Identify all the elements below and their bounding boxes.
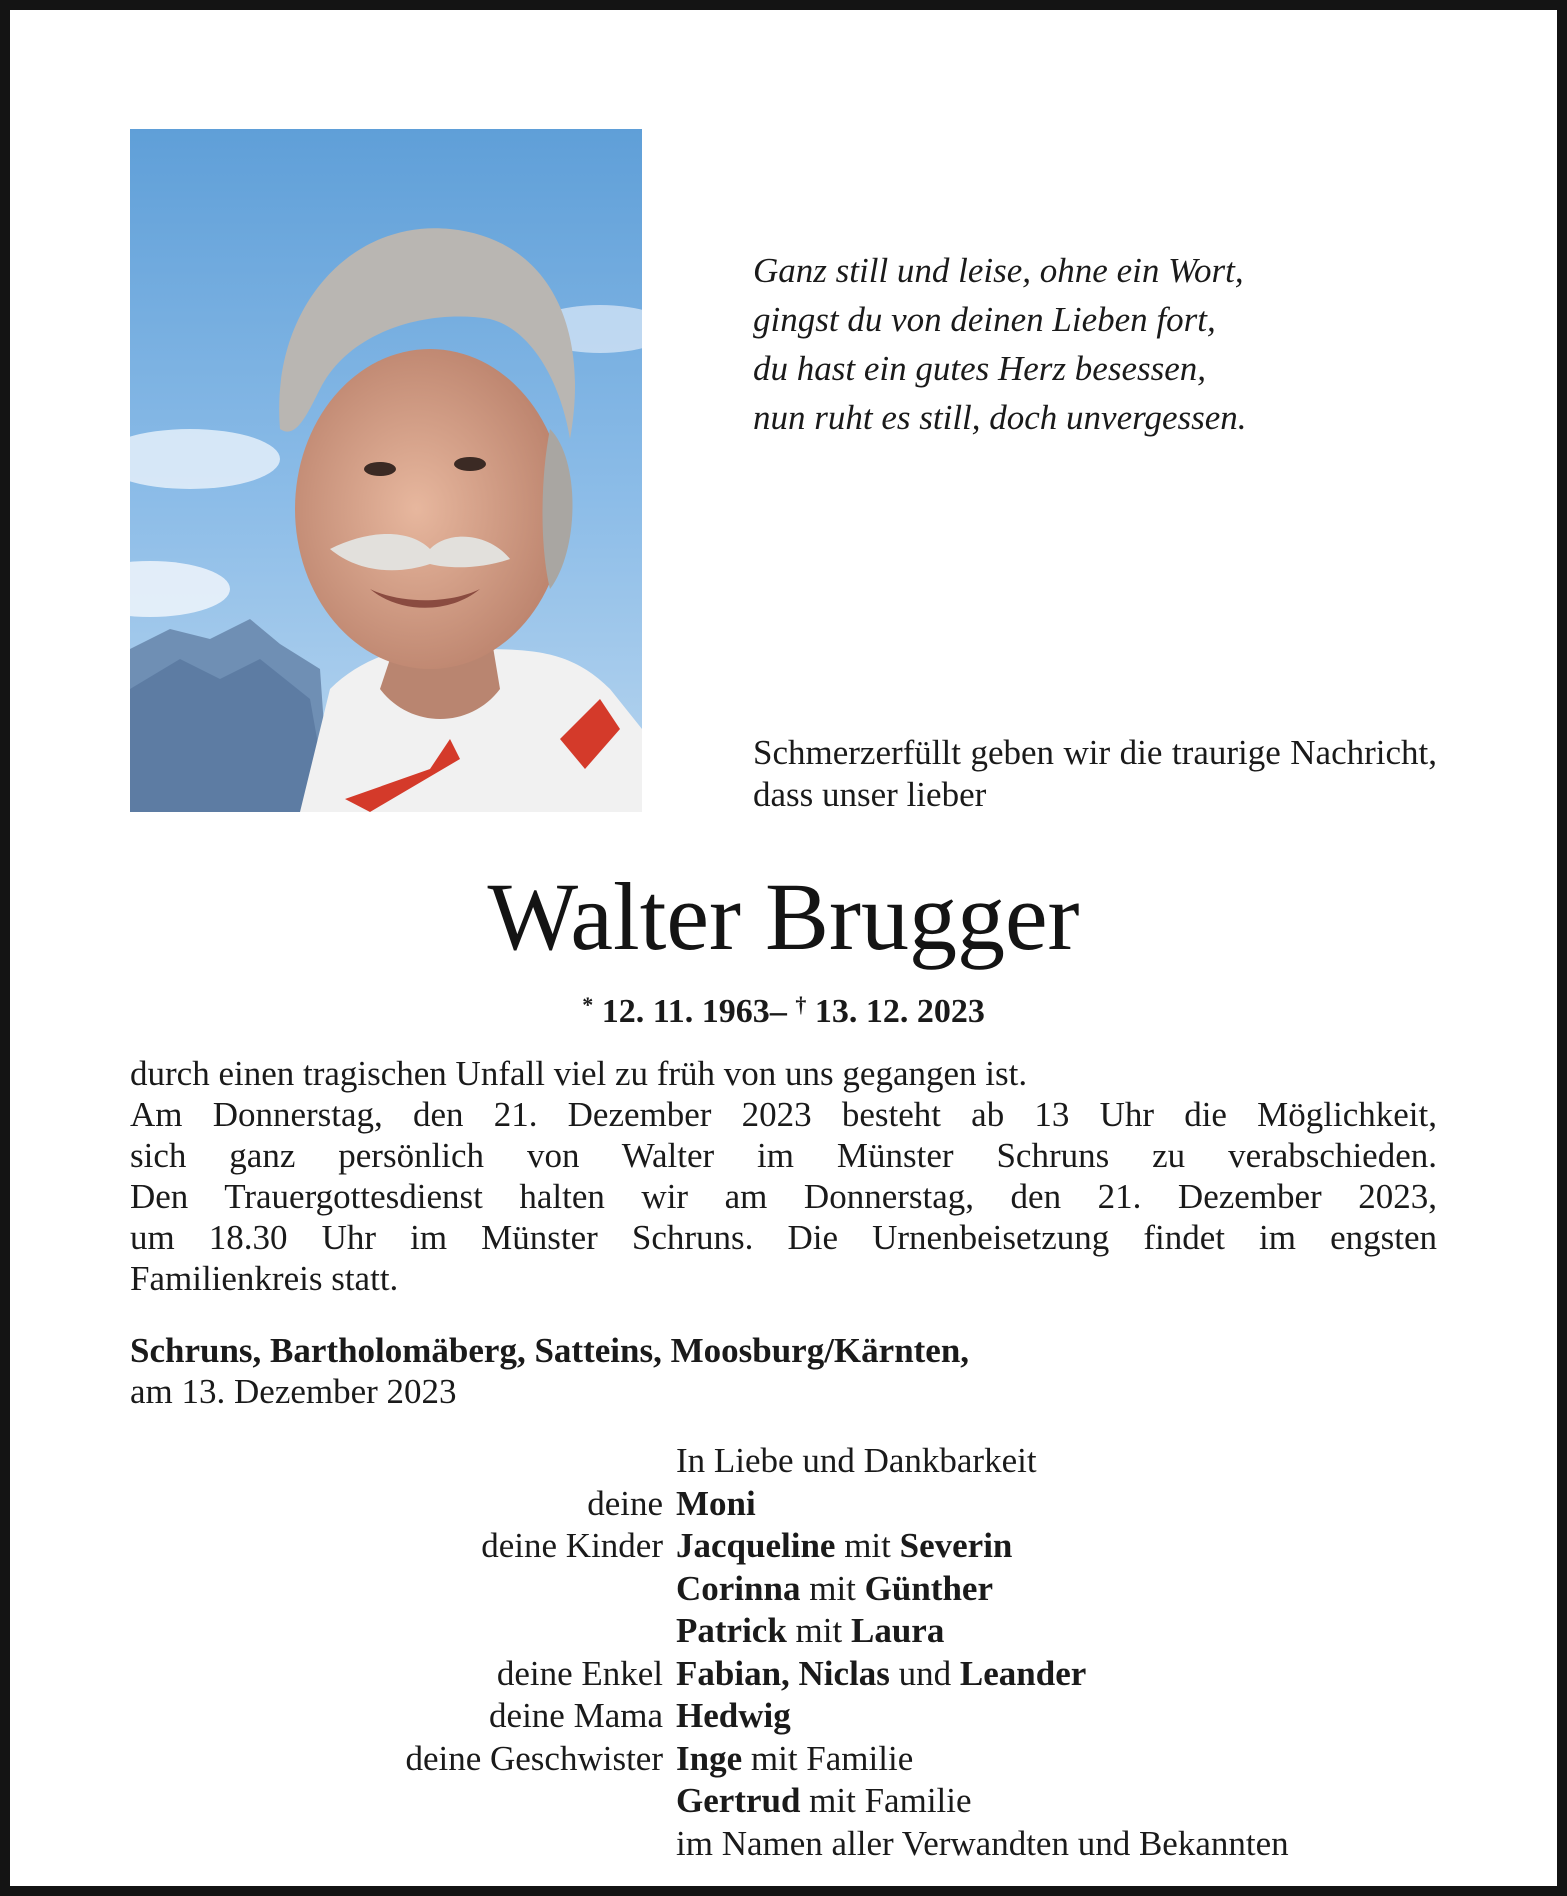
relative-name: Gertrud [676,1781,801,1820]
relative-name: Hedwig [676,1696,791,1735]
poem-line: nun ruht es still, doch unvergessen. [753,398,1247,437]
relative-name: Günther [864,1568,994,1608]
signoff-row [0,1780,1567,1823]
signoff-row [0,1653,1567,1696]
relative-names [676,1695,791,1738]
relative-name: Severin [899,1526,1013,1565]
closing-line: im Namen aller Verwandten und Bekannten [676,1823,1289,1863]
signoff-row [0,1738,1567,1781]
connector: mit [795,1611,843,1650]
signoff-row [0,1823,1567,1866]
body-line: sich ganz persönlich von Walter im Münster Schruns zu verabschieden. [130,1136,1437,1175]
relative-names [676,1610,944,1653]
portrait-photo [130,129,642,812]
relative-name: Moni [676,1483,756,1523]
memorial-poem [753,246,1247,442]
body-line: Den Trauergottesdienst halten wir am Donnerstag, den 21. Dezember 2023, [130,1177,1437,1216]
relative-names [676,1483,756,1526]
relative-name: Jacqueline [676,1526,836,1565]
intro-line: Nachricht, dass unser lieber [753,733,1437,814]
relative-names [676,1653,1086,1696]
eye [364,462,396,476]
body-line: Am Donnerstag, den 21. Dezember 2023 besteht ab 13 Uhr die Möglichkeit, [130,1095,1437,1134]
signoff-heading: In Liebe und Dankbarkeit [676,1441,1037,1480]
life-dates [0,984,1567,1033]
body-line: Familienkreis statt. [130,1259,399,1298]
death-symbol: † [795,992,807,1017]
signoff-row [0,1610,1567,1653]
date-separator: – [769,993,787,1030]
announcement-body [130,1053,1437,1299]
connector: mit [844,1526,891,1565]
relation-label: deine Geschwister [405,1738,663,1778]
relation-label: deine Kinder [481,1526,663,1565]
signoff-row [0,1525,1567,1568]
relative-name: Fabian, Niclas [676,1653,890,1693]
body-line: um 18.30 Uhr im Münster Schruns. Die Urnenbeisetzung findet im engsten [130,1218,1437,1257]
signoff-heading-row [0,1440,1567,1483]
relative-names [676,1568,993,1611]
connector: mit [809,1568,856,1608]
announcement-date: am 13. Dezember 2023 [130,1372,457,1411]
death-date: 13. 12. 2023 [814,993,985,1030]
announcement-intro [753,732,1437,816]
poem-line: du hast ein gutes Herz besessen, [753,349,1207,388]
connector: und [898,1653,952,1693]
intro-line: Schmerzerfüllt geben wir die traurige [753,733,1281,772]
signoff-row [0,1568,1567,1611]
signoff-row [0,1483,1567,1526]
relative-names [676,1525,1012,1568]
connector: mit Familie [750,1738,914,1778]
relative-name: Inge [676,1738,743,1778]
eye [454,457,486,471]
connector: mit Familie [809,1781,972,1820]
relative-name: Leander [959,1653,1087,1693]
portrait-illustration [130,129,642,812]
relative-names [676,1738,913,1781]
relation-label: deine Enkel [496,1653,663,1693]
signoff-row [0,1695,1567,1738]
relation-label: deine Mama [489,1696,663,1735]
family-signoff [0,1440,1567,1865]
birth-date: 12. 11. 1963 [601,993,770,1030]
locations: Schruns, Bartholomäberg, Satteins, Moosburg/Kärnten, [130,1331,970,1370]
face [295,349,565,669]
relative-name: Laura [850,1611,945,1650]
places-and-date [130,1330,969,1412]
relative-names [676,1780,972,1823]
relative-name: Patrick [676,1611,787,1650]
birth-symbol: * [582,992,594,1017]
relation-label: deine [587,1483,663,1523]
relative-name: Corinna [676,1568,801,1608]
body-line: durch einen tragischen Unfall viel zu früh von uns gegangen ist. [130,1054,1028,1093]
poem-line: Ganz still und leise, ohne ein Wort, [753,251,1244,290]
poem-line: gingst du von deinen Lieben fort, [753,300,1216,339]
deceased-name: Walter Brugger [487,863,1080,970]
